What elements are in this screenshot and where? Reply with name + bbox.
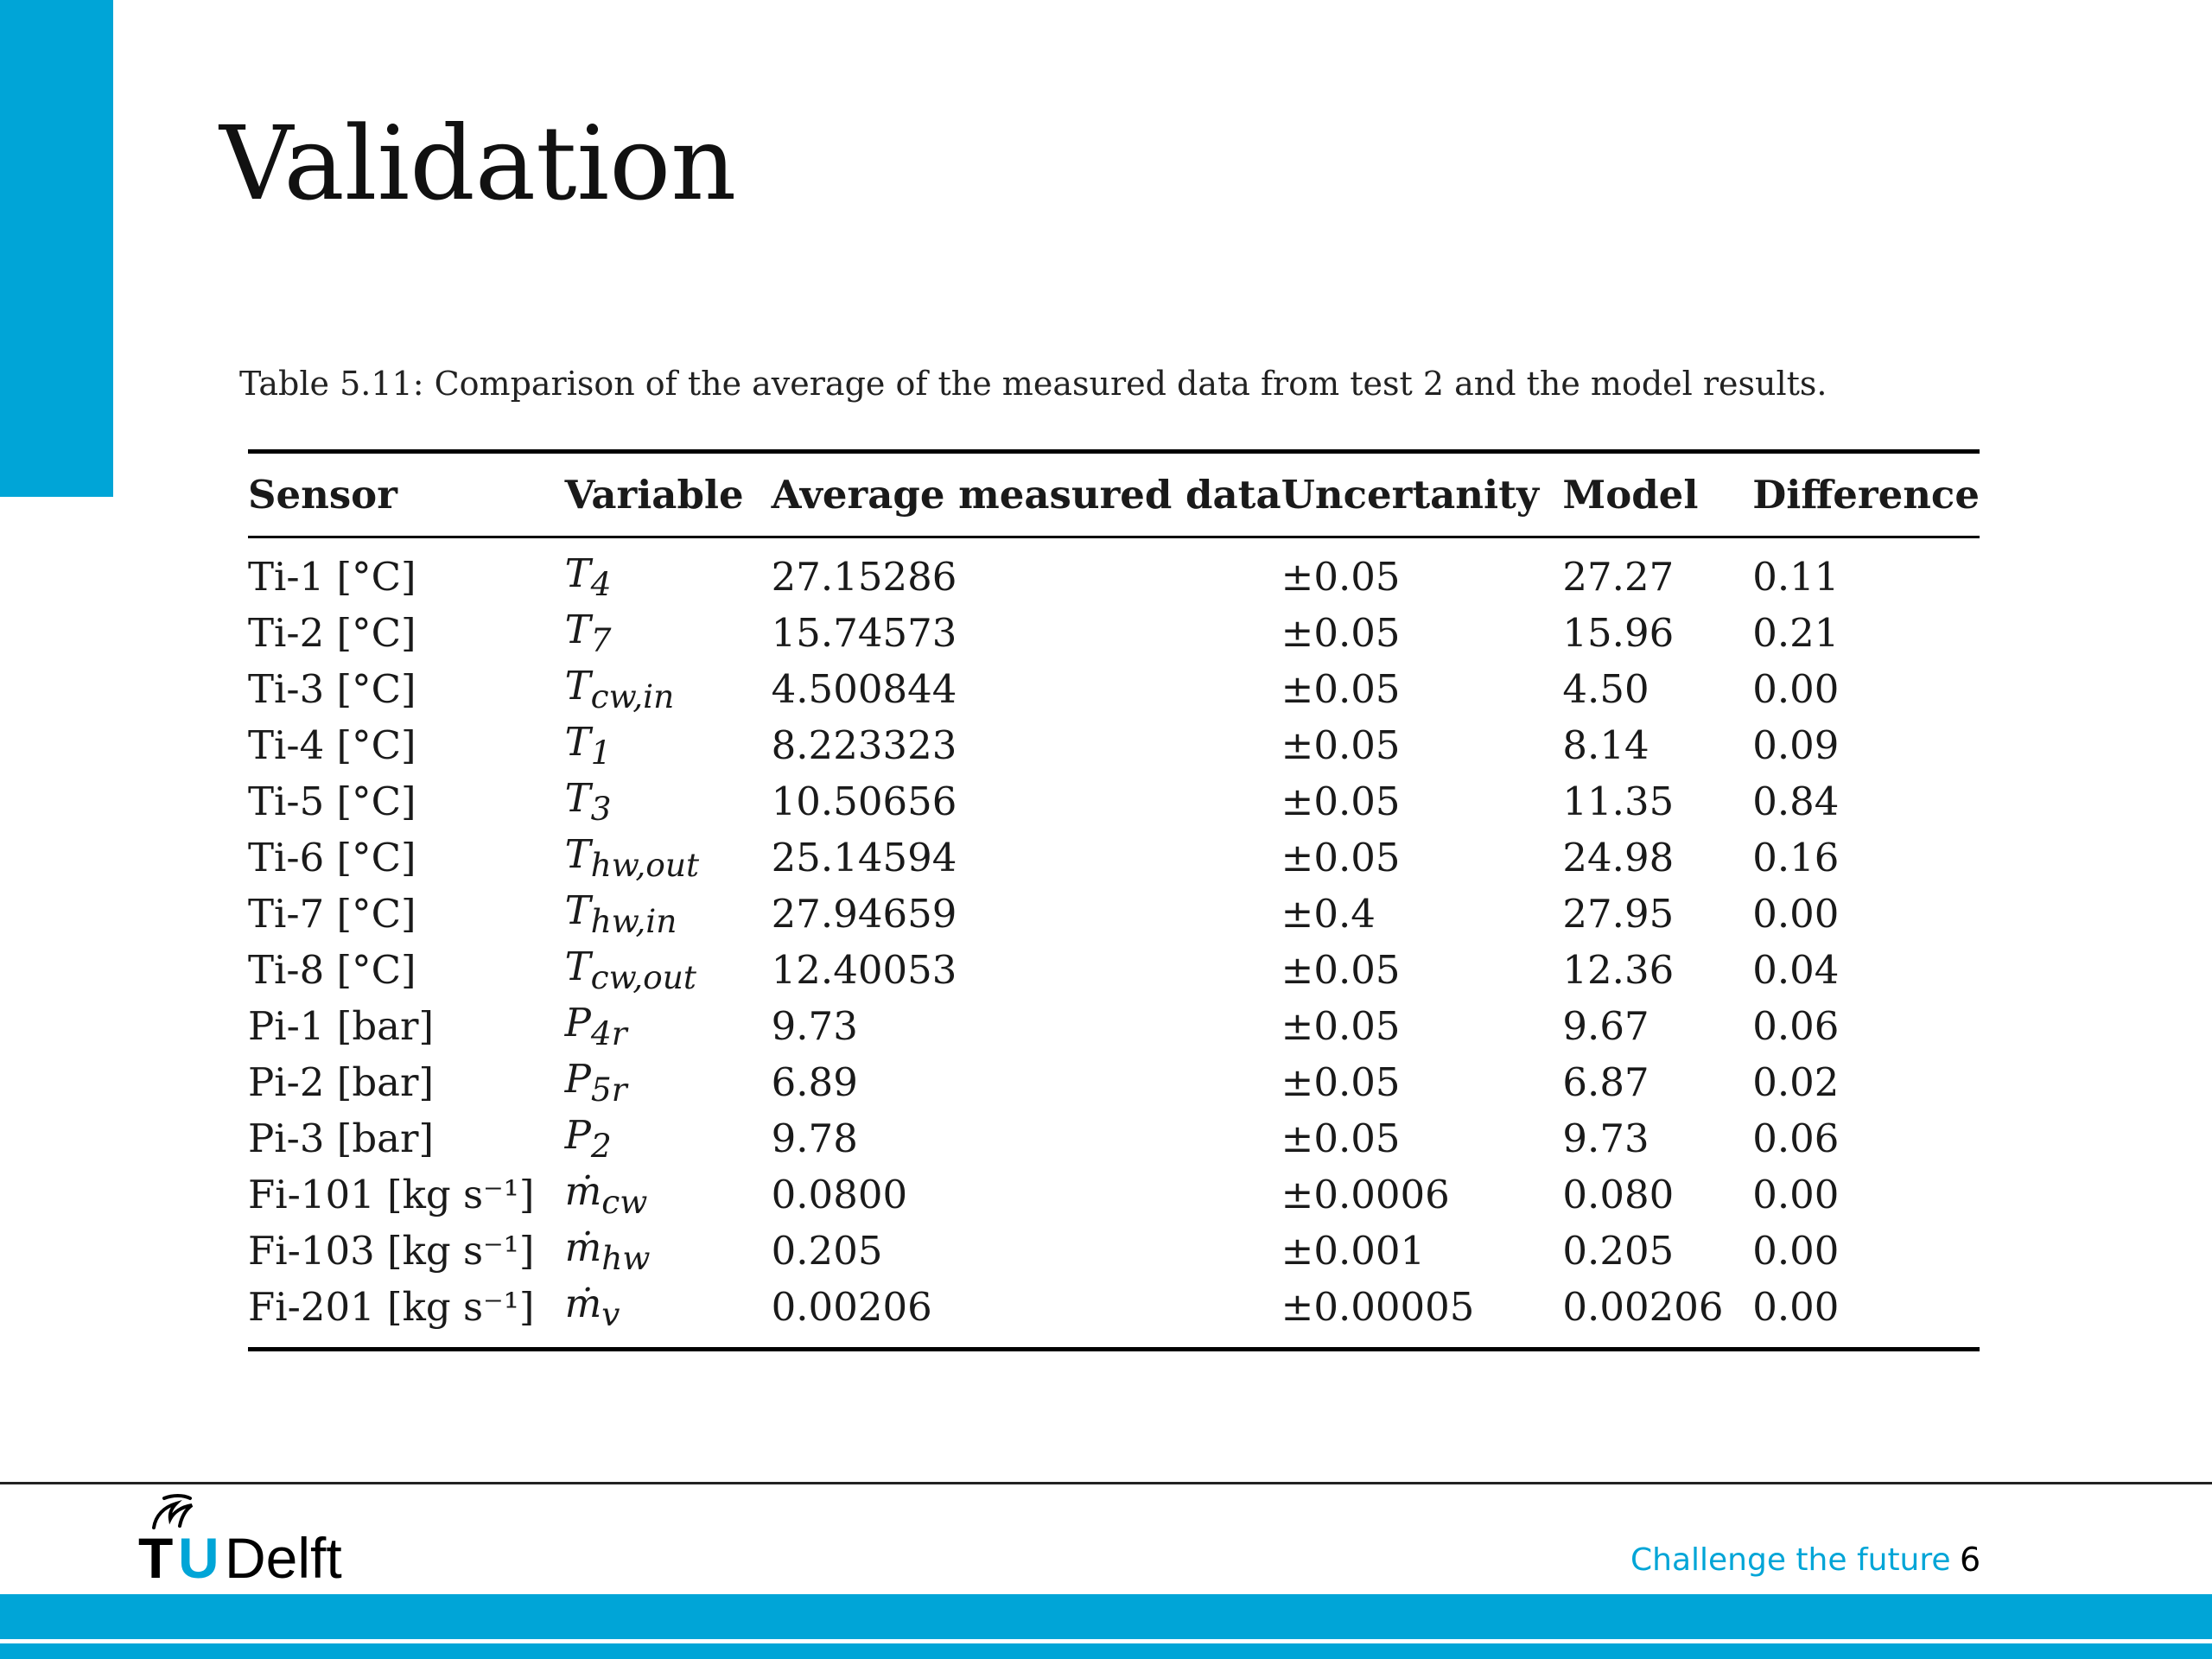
logo-letter-u: U (178, 1526, 219, 1590)
difference-cell: 0.16 (1752, 835, 1840, 880)
sensor-cell: Pi-3 [bar] (248, 1116, 435, 1161)
uncertainty-cell: ±0.05 (1281, 666, 1401, 712)
uncertainty-cell: ±0.00005 (1281, 1284, 1475, 1330)
average-cell: 27.15286 (771, 554, 957, 600)
variable-symbol: P (564, 1000, 591, 1046)
variable-cell (565, 537, 772, 606)
variable-symbol: T (564, 550, 591, 596)
variable-cell (565, 1110, 772, 1166)
variable-cell (565, 1223, 772, 1279)
model-cell: 0.00206 (1562, 1284, 1724, 1330)
average-cell: 10.50656 (771, 779, 957, 824)
model-cell: 9.73 (1562, 1116, 1649, 1161)
variable-subscript: 5r (590, 1071, 627, 1109)
header-difference: Difference (1752, 472, 1980, 518)
table-row (248, 537, 1980, 606)
sensor-cell: Fi-201 [kg s⁻¹] (248, 1284, 535, 1330)
uncertainty-cell: ±0.05 (1281, 1116, 1401, 1161)
model-cell: 11.35 (1562, 779, 1675, 824)
variable-symbol: P (564, 1056, 591, 1102)
model-cell: 27.95 (1562, 891, 1675, 937)
sensor-cell: Ti-8 [°C] (248, 947, 416, 993)
variable-symbol: P (564, 1112, 591, 1158)
variable-symbol: T (564, 944, 591, 989)
variable-symbol: ṁ (564, 1168, 602, 1214)
average-cell: 9.78 (771, 1116, 858, 1161)
model-cell: 8.14 (1562, 722, 1649, 768)
sensor-cell: Ti-4 [°C] (248, 722, 416, 768)
model-cell: 6.87 (1562, 1059, 1649, 1105)
variable-subscript: cw,out (590, 958, 696, 996)
header-model: Model (1562, 472, 1699, 518)
difference-cell: 0.00 (1752, 1228, 1840, 1274)
difference-cell: 0.11 (1752, 554, 1840, 600)
sensor-cell: Fi-101 [kg s⁻¹] (248, 1172, 535, 1217)
comparison-table (248, 449, 1980, 1351)
difference-cell: 0.21 (1752, 610, 1840, 656)
variable-symbol: T (564, 719, 591, 765)
slide-title: Validation (219, 104, 737, 223)
difference-cell: 0.06 (1752, 1003, 1840, 1049)
header-sensor: Sensor (248, 472, 397, 518)
difference-cell: 0.09 (1752, 722, 1840, 768)
uncertainty-cell: ±0.05 (1281, 722, 1401, 768)
model-cell: 24.98 (1562, 835, 1675, 880)
average-cell: 6.89 (771, 1059, 858, 1105)
variable-cell (565, 1166, 772, 1223)
model-cell: 0.080 (1562, 1172, 1675, 1217)
sensor-cell: Pi-2 [bar] (248, 1059, 435, 1105)
variable-subscript: 2 (590, 1127, 612, 1165)
variable-cell (565, 605, 772, 661)
variable-cell (565, 942, 772, 998)
average-cell: 12.40053 (771, 947, 957, 993)
footer-band (0, 1594, 2212, 1639)
average-cell: 27.94659 (771, 891, 957, 937)
sensor-cell: Ti-6 [°C] (248, 835, 416, 880)
variable-symbol: ṁ (564, 1224, 602, 1270)
variable-symbol: T (564, 607, 591, 652)
footer-stripe (0, 1643, 2212, 1659)
sensor-cell: Ti-3 [°C] (248, 666, 416, 712)
logo-letter-t: T (138, 1526, 174, 1590)
model-cell: 4.50 (1562, 666, 1649, 712)
variable-cell (565, 830, 772, 886)
difference-cell: 0.00 (1752, 666, 1840, 712)
difference-cell: 0.00 (1752, 1284, 1840, 1330)
variable-subscript: cw,in (590, 677, 675, 715)
uncertainty-cell: ±0.4 (1281, 891, 1376, 937)
logo-word-delft: Delft (225, 1526, 342, 1590)
variable-symbol: ṁ (564, 1281, 602, 1326)
variable-subscript: 7 (590, 621, 612, 659)
variable-subscript: 4r (590, 1014, 627, 1052)
variable-subscript: v (601, 1295, 620, 1333)
sensor-cell: Ti-1 [°C] (248, 554, 416, 600)
table-row (248, 717, 1980, 773)
variable-symbol: T (564, 831, 591, 877)
difference-cell: 0.00 (1752, 891, 1840, 937)
accent-bar (0, 0, 113, 497)
variable-cell (565, 886, 772, 942)
table-row (248, 605, 1980, 661)
average-cell: 0.205 (771, 1228, 883, 1274)
variable-subscript: cw (601, 1183, 648, 1221)
average-cell: 0.00206 (771, 1284, 932, 1330)
variable-subscript: hw,out (590, 846, 700, 884)
variable-cell (565, 717, 772, 773)
tu-delft-logo (138, 1493, 363, 1588)
uncertainty-cell: ±0.05 (1281, 1003, 1401, 1049)
uncertainty-cell: ±0.05 (1281, 779, 1401, 824)
table-row (248, 1279, 1980, 1350)
uncertainty-cell: ±0.05 (1281, 947, 1401, 993)
difference-cell: 0.00 (1752, 1172, 1840, 1217)
header-uncertainty: Uncertanity (1281, 472, 1540, 518)
average-cell: 8.223323 (771, 722, 957, 768)
uncertainty-cell: ±0.0006 (1281, 1172, 1450, 1217)
table-caption: Table 5.11: Comparison of the average of the measured data from test 2 and the model results. (239, 365, 1827, 403)
difference-cell: 0.84 (1752, 779, 1840, 824)
average-cell: 15.74573 (771, 610, 957, 656)
uncertainty-cell: ±0.001 (1281, 1228, 1426, 1274)
table-row (248, 1166, 1980, 1223)
average-cell: 4.500844 (771, 666, 957, 712)
model-cell: 0.205 (1562, 1228, 1675, 1274)
header-average-measured-data: Average measured data (771, 472, 1281, 518)
variable-symbol: T (564, 887, 591, 933)
difference-cell: 0.02 (1752, 1059, 1840, 1105)
sensor-cell: Pi-1 [bar] (248, 1003, 435, 1049)
variable-cell (565, 661, 772, 717)
sensor-cell: Ti-7 [°C] (248, 891, 416, 937)
average-cell: 0.0800 (771, 1172, 908, 1217)
table-row (248, 830, 1980, 886)
table-row (248, 942, 1980, 998)
variable-subscript: hw,in (590, 902, 677, 940)
variable-cell (565, 1279, 772, 1350)
table-header-row (248, 452, 1980, 537)
variable-subscript: hw (601, 1239, 651, 1277)
difference-cell: 0.06 (1752, 1116, 1840, 1161)
variable-symbol: T (564, 775, 591, 821)
sensor-cell: Ti-5 [°C] (248, 779, 416, 824)
variable-cell (565, 773, 772, 830)
table-row (248, 773, 1980, 830)
average-cell: 9.73 (771, 1003, 858, 1049)
header-variable: Variable (564, 472, 744, 518)
average-cell: 25.14594 (771, 835, 957, 880)
model-cell: 15.96 (1562, 610, 1675, 656)
uncertainty-cell: ±0.05 (1281, 1059, 1401, 1105)
sensor-cell: Ti-2 [°C] (248, 610, 416, 656)
table-row (248, 998, 1980, 1054)
model-cell: 12.36 (1562, 947, 1675, 993)
page-number: 6 (1960, 1541, 1981, 1579)
variable-cell (565, 1054, 772, 1110)
table-row (248, 886, 1980, 942)
table-row (248, 1223, 1980, 1279)
uncertainty-cell: ±0.05 (1281, 835, 1401, 880)
table-row (248, 1054, 1980, 1110)
variable-subscript: 3 (590, 790, 612, 828)
uncertainty-cell: ±0.05 (1281, 610, 1401, 656)
model-cell: 9.67 (1562, 1003, 1649, 1049)
footer-rule (0, 1482, 2212, 1484)
table-body (248, 537, 1980, 1350)
sensor-cell: Fi-103 [kg s⁻¹] (248, 1228, 535, 1274)
table-row (248, 661, 1980, 717)
variable-subscript: 4 (590, 565, 612, 603)
variable-subscript: 1 (590, 734, 612, 772)
variable-symbol: T (564, 663, 591, 709)
tagline: Challenge the future (1630, 1542, 1951, 1578)
table-row (248, 1110, 1980, 1166)
model-cell: 27.27 (1562, 554, 1675, 600)
variable-cell (565, 998, 772, 1054)
uncertainty-cell: ±0.05 (1281, 554, 1401, 600)
difference-cell: 0.04 (1752, 947, 1840, 993)
